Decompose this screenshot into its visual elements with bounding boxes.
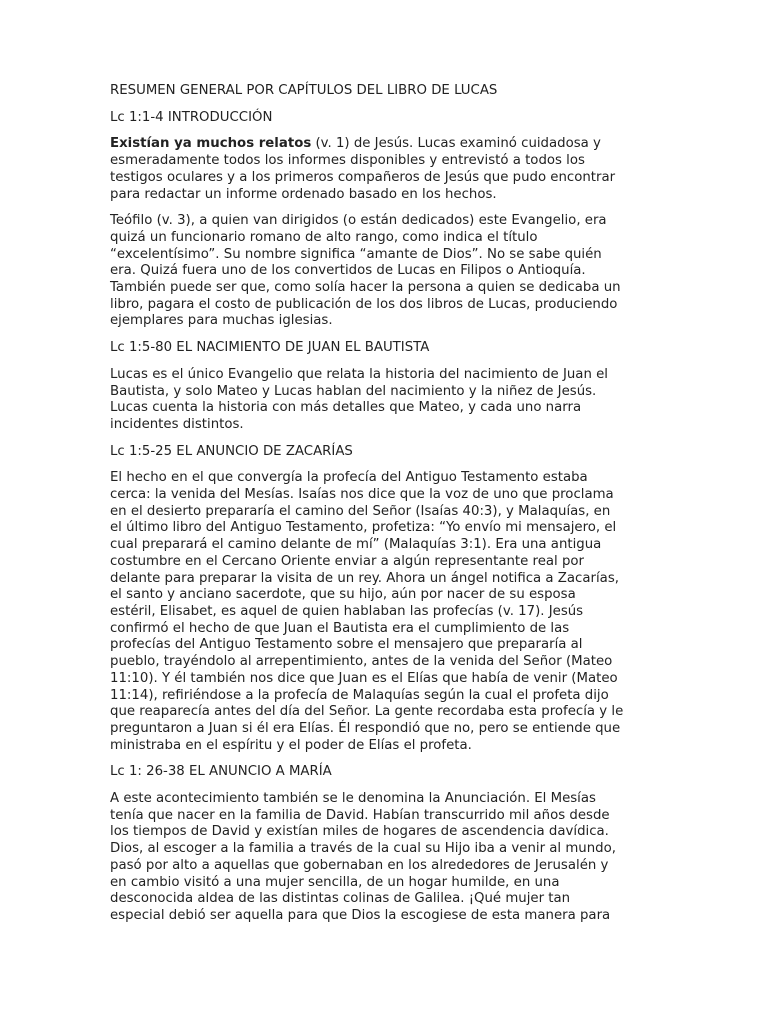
text-line: ministraba en el espíritu y el poder de Elías el profeta.	[110, 737, 472, 753]
text-line: cerca: la venida del Mesías. Isaías nos dice que la voz de uno que proclama	[110, 487, 614, 503]
text-line: pueblo, trayéndolo al arrepentimiento, antes de la venida del Señor (Mateo	[110, 654, 613, 670]
text-line: en el desierto prepararía el camino del Señor (Isaías 40:3), y Malaquías, en	[110, 503, 611, 519]
text-line: También puede ser que, como solía hacer la persona a quien se dedicaba un	[110, 280, 621, 296]
document-title: RESUMEN GENERAL POR CAPÍTULOS DEL LIBRO DE LUCAS	[110, 83, 498, 98]
text-line: testigos oculares y a los primeros compañeros de Jesús que pudo encontrar	[110, 169, 616, 185]
section-heading: Lc 1:1-4 INTRODUCCIÓN	[110, 109, 273, 125]
text-line: pasó por alto a aquellas que gobernaban en los alrededores de Jerusalén y	[110, 857, 609, 873]
text-line: Teófilo (v. 3), a quien van dirigidos (o están dedicados) este Evangelio, era	[110, 213, 607, 229]
text-line: quizá un funcionario romano de alto rango, como indica el título	[110, 229, 538, 245]
text-line: Bautista, y solo Mateo y Lucas hablan del nacimiento y la niñez de Jesús.	[110, 383, 597, 399]
text-line: delante para preparar la visita de un rey. Ahora un ángel notifica a Zacarías,	[110, 570, 619, 586]
text-line: 11:10). Y él también nos dice que Juan es el Elías que había de venir (Mateo	[110, 670, 618, 686]
text-line: confirmó el hecho de que Juan el Bautista era el cumplimiento de las	[110, 620, 570, 636]
text-line: en cambio visitó a una mujer sencilla, de un hogar humilde, en una	[110, 874, 560, 890]
text-line: profecías del Antiguo Testamento sobre el mensajero que prepararía al	[110, 637, 583, 653]
text-line: (v. 1) de Jesús. Lucas examinó cuidadosa y	[311, 136, 601, 152]
text-line: tenía que nacer en la familia de David. Habían transcurrido mil años desde	[110, 807, 610, 823]
text-line: los tiempos de David y existían miles de hogares de ascendencia davídica.	[110, 824, 609, 840]
text-line: costumbre en el Cercano Oriente enviar a algún representante real por	[110, 553, 584, 569]
paragraph	[110, 791, 668, 925]
document-body	[110, 110, 668, 925]
section-heading: Lc 1:5-80 EL NACIMIENTO DE JUAN EL BAUTISTA	[110, 340, 430, 356]
paragraph	[110, 213, 668, 330]
text-line: Lucas cuenta la historia con más detalles que Mateo, y cada uno narra	[110, 400, 582, 416]
text-line: cual preparará el camino delante de mí” (Malaquías 3:1). Era una antigua	[110, 537, 602, 553]
text-line: Lucas es el único Evangelio que relata la historia del nacimiento de Juan el	[110, 366, 608, 382]
text-line: 11:14), refiriéndose a la profecía de Malaquías según la cual el profeta dijo	[110, 687, 609, 703]
text-line: libro, pagara el costo de publicación de los dos libros de Lucas, produciendo	[110, 296, 618, 312]
text-line: El hecho en el que convergía la profecía del Antiguo Testamento estaba	[110, 470, 588, 486]
text-line: desconocida aldea de las distintas colinas de Galilea. ¡Qué mujer tan	[110, 891, 571, 907]
paragraph	[110, 136, 668, 203]
text-line: A este acontecimiento también se le denomina la Anunciación. El Mesías	[110, 791, 596, 807]
text-line: era. Quizá fuera uno de los convertidos de Lucas en Filipos o Antioquía.	[110, 263, 586, 279]
text-line: estéril, Elisabet, es aquel de quien hablaban las profecías (v. 17). Jesús	[110, 603, 584, 619]
text-line: Dios, al escoger a la familia a través de la cual su Hijo iba a venir al mundo,	[110, 841, 616, 857]
section-heading: Lc 1:5-25 EL ANUNCIO DE ZACARÍAS	[110, 443, 353, 459]
text-line: incidentes distintos.	[110, 416, 244, 432]
text-line: el último libro del Antiguo Testamento, profetiza: “Yo envío mi mensajero, el	[110, 520, 617, 536]
paragraph	[110, 470, 668, 754]
text-line: preguntaron a Juan si él era Elías. Él respondió que no, pero se entiende que	[110, 720, 621, 736]
paragraph	[110, 367, 668, 434]
text-line: que reaparecía antes del día del Señor. La gente recordaba esta profecía y le	[110, 704, 624, 720]
text-line: especial debió ser aquella para que Dios la escogiese de esta manera para	[110, 907, 611, 923]
text-line: esmeradamente todos los informes disponibles y entrevistó a todos los	[110, 153, 585, 169]
section-heading: Lc 1: 26-38 EL ANUNCIO A MARÍA	[110, 764, 332, 780]
paragraph-lead-bold: Existían ya muchos relatos	[110, 136, 312, 152]
text-line: “excelentísimo”. Su nombre significa “amante de Dios”. No se sabe quién	[110, 246, 602, 262]
text-line: el santo y anciano sacerdote, que su hijo, aún por nacer de su esposa	[110, 587, 576, 603]
text-line: ejemplares para muchas iglesias.	[110, 313, 333, 329]
text-line: para redactar un informe ordenado basado en los hechos.	[110, 186, 497, 202]
